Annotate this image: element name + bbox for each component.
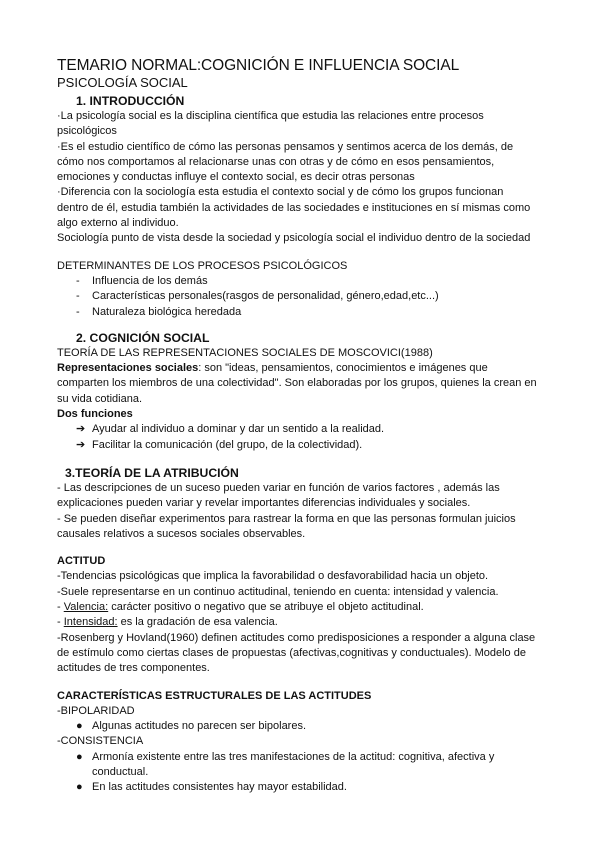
paragraph-line: su vida cotidiana. bbox=[57, 392, 142, 405]
bullet-icon: ● bbox=[76, 720, 83, 733]
list-item-text: Ayudar al individuo a dominar y dar un sentido a la realidad. bbox=[92, 423, 385, 436]
paragraph-text: : son "ideas, pensamientos, conocimientos e imágenes que bbox=[198, 362, 488, 375]
arrow-icon: ➔ bbox=[76, 438, 86, 451]
list-item bbox=[57, 719, 557, 734]
section-2-heading: 2. COGNICIÓN SOCIAL bbox=[76, 330, 210, 345]
paragraph-line: ·Diferencia con la sociología esta estudia el contexto social y de cómo los grupos funcionan bbox=[57, 186, 504, 199]
list-item-text: Influencia de los demás bbox=[92, 274, 208, 287]
paragraph-text: es la gradación de esa valencia. bbox=[117, 616, 278, 629]
list-item-text: Características personales(rasgos de personalidad, género,edad,etc...) bbox=[92, 290, 439, 303]
paragraph-line: ·Es el estudio científico de cómo las personas pensamos y sentimos acerca de los demás, de bbox=[57, 140, 514, 153]
term-bold: Representaciones sociales bbox=[57, 362, 199, 375]
dash-marker: - bbox=[76, 305, 80, 318]
paragraph-line: psicológicos bbox=[57, 125, 117, 138]
paragraph-line: -Tendencias psicológicas que implica la favorabilidad o desfavorabilidad hacia un objeto. bbox=[57, 570, 489, 583]
paragraph-line: ·La psicología social es la disciplina científica que estudia las relaciones entre procesos bbox=[57, 110, 484, 122]
paragraph-line: causales relativos a sucesos sociales observables. bbox=[57, 527, 306, 540]
list-item-text: Armonía existente entre las tres manifestaciones de la actitud: cognitiva, afectiva y bbox=[92, 750, 495, 763]
determinants-list bbox=[57, 274, 557, 320]
paragraph-line: explicaciones pueden variar y revelar importantes diferencias individuales y sociales. bbox=[57, 497, 471, 510]
paragraph-line: algo externo al individuo. bbox=[57, 217, 179, 230]
list-item-text: Algunas actitudes no parecen ser bipolares. bbox=[92, 720, 307, 733]
actitud-heading: ACTITUD bbox=[57, 555, 106, 568]
term-underlined: Valencia: bbox=[63, 601, 109, 614]
functions-title: Dos funciones bbox=[57, 408, 133, 421]
paragraph-line: comparten los miembros de una colectividad". Son elaboradas por los grupos, quienes la crean en bbox=[57, 377, 537, 390]
dash-text: - bbox=[57, 616, 64, 629]
section-1-body bbox=[57, 109, 557, 247]
paragraph-line: - Se pueden diseñar experimentos para rastrear la forma en que las personas formulan juicios bbox=[57, 512, 516, 525]
list-item-text: Facilitar la comunicación (del grupo, de la colectividad). bbox=[92, 438, 363, 451]
list-item-text: Naturaleza biológica heredada bbox=[92, 305, 242, 318]
document-page bbox=[57, 57, 557, 796]
dash-marker: - bbox=[76, 274, 80, 287]
bullet-icon: ● bbox=[76, 750, 83, 763]
functions-list bbox=[57, 422, 557, 453]
list-item bbox=[57, 422, 557, 437]
paragraph-line: de estímulo como ciertas clases de propuestas (afectivas,cognitivas y conductuales). Modelo de bbox=[57, 646, 526, 659]
list-item-text: conductual. bbox=[92, 765, 149, 778]
arrow-icon: ➔ bbox=[76, 423, 86, 436]
list-item bbox=[57, 438, 557, 453]
list-item bbox=[57, 750, 557, 781]
list-item bbox=[57, 289, 557, 304]
bipolaridad-label: -BIPOLARIDAD bbox=[57, 704, 135, 717]
document-title: TEMARIO NORMAL:COGNICIÓN E INFLUENCIA SOCIAL bbox=[57, 57, 460, 74]
dash-text: - bbox=[57, 601, 64, 614]
list-item-text: En las actitudes consistentes hay mayor estabilidad. bbox=[92, 781, 347, 794]
document-subtitle: PSICOLOGÍA SOCIAL bbox=[57, 75, 188, 90]
paragraph-line: cómo nos comportamos al relacionarse unas con otras y de cómo en esos pensamientos, bbox=[57, 155, 495, 168]
list-item bbox=[57, 780, 557, 795]
theory-title: TEORÍA DE LAS REPRESENTACIONES SOCIALES DE MOSCOVICI(1988) bbox=[57, 346, 433, 359]
paragraph-line: Sociología punto de vista desde la sociedad y psicología social el individuo dentro de la sociedad bbox=[57, 232, 531, 245]
list-item bbox=[57, 274, 557, 289]
paragraph-line bbox=[57, 615, 557, 630]
paragraph-line: dentro de él, estudia también la actividades de las sociedades e instituciones en sí mismas como bbox=[57, 201, 531, 214]
paragraph-line: emociones y conductas influye el contexto social, es decir otras personas bbox=[57, 171, 415, 184]
paragraph-line: -Rosenberg y Hovland(1960) definen actitudes como predisposiciones a responder a alguna clase bbox=[57, 631, 536, 644]
paragraph-text: carácter positivo o negativo que se atribuye el objeto actitudinal. bbox=[108, 601, 424, 614]
paragraph-line: - Las descripciones de un suceso pueden variar en función de varios factores , además las bbox=[57, 481, 500, 494]
dash-marker: - bbox=[76, 290, 80, 303]
consistencia-label: -CONSISTENCIA bbox=[57, 735, 144, 748]
characteristics-heading: CARACTERÍSTICAS ESTRUCTURALES DE LAS ACTITUDES bbox=[57, 689, 372, 702]
paragraph-line bbox=[57, 361, 557, 376]
determinants-title: DETERMINANTES DE LOS PROCESOS PSICOLÓGICOS bbox=[57, 259, 348, 272]
section-3-heading: 3.TEORÍA DE LA ATRIBUCIÓN bbox=[65, 465, 239, 480]
term-underlined: Intensidad: bbox=[63, 616, 118, 629]
paragraph-line bbox=[57, 600, 557, 615]
paragraph-line: -Suele representarse en un continuo actitudinal, teniendo en cuenta: intensidad y valencia. bbox=[57, 585, 499, 598]
list-item bbox=[57, 305, 557, 320]
paragraph-line: actitudes de tres componentes. bbox=[57, 662, 210, 675]
section-1-heading: 1. INTRODUCCIÓN bbox=[76, 94, 185, 108]
bullet-icon: ● bbox=[76, 781, 83, 794]
